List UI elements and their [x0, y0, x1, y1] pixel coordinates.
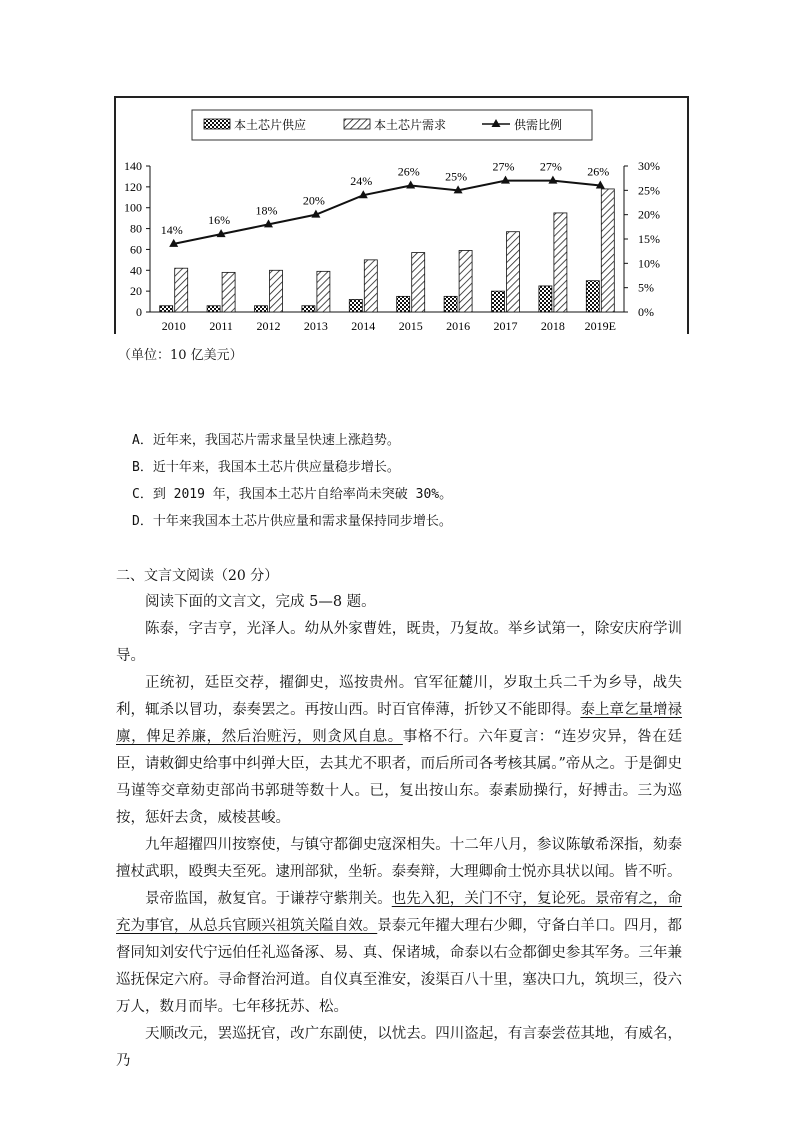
x-tick-label: 2018 [540, 319, 565, 333]
ratio-data-label: 26% [587, 164, 610, 179]
passage-paragraph [116, 616, 682, 670]
chart-figure [114, 96, 690, 336]
passage-text: 陈泰，字吉亨，光泽人。幼从外家曹姓，既贵，乃复故。举乡试第一，除安庆府学训导。 [116, 621, 682, 664]
y-left-tick-label: 60 [130, 242, 142, 257]
passage-paragraph [116, 670, 682, 832]
passage-text: 事格不行。六年夏言：“连岁灾异，咎在廷臣，请敕御史给事中纠弹大臣，去其尤不职者，而后所司各考核其属。”帝从之。于是御史马谨等交章劾吏部尚书郭琎等数十人。已，复出按山东。泰素励操行，好搏击。三为巡按，惩奸去贪，威棱甚峻。 [116, 729, 682, 826]
bar-supply [302, 306, 315, 312]
bar-supply [539, 286, 552, 312]
y-right-tick-label: 30% [638, 159, 660, 173]
y-left-tick-label: 20 [130, 284, 142, 299]
passage-paragraph [116, 832, 682, 886]
option-c: C．到 2019 年，我国本土芯片自给率尚未突破 30%。 [132, 487, 453, 502]
bar-demand [175, 268, 188, 312]
passage-text: 阅读下面的文言文，完成 5—8 题。 [145, 594, 376, 610]
ratio-data-label: 27% [539, 159, 562, 174]
passage-paragraph [116, 1021, 682, 1075]
ratio-data-label: 18% [255, 203, 278, 218]
bar-demand [507, 232, 520, 312]
x-tick-label: 2017 [493, 319, 518, 333]
ratio-data-label: 25% [445, 169, 468, 184]
ratio-point [406, 180, 415, 188]
section-title: 二、文言文阅读（20 分） [116, 568, 279, 584]
bar-demand [601, 189, 614, 312]
x-tick-label: 2011 [209, 319, 233, 333]
option-a: A．近年来，我国芯片需求量呈快速上涨趋势。 [132, 433, 400, 448]
y-right-tick-label: 5% [638, 280, 654, 295]
passage-text: 正统初，廷臣交荐，擢御史，巡按贵州。官军征麓川，岁取土兵二千为乡导，战失利，辄杀以冒功，泰奏罢之。再按山西。时百官俸薄，折钞又不能即得。 [116, 675, 682, 718]
ratio-data-label: 26% [397, 164, 420, 179]
option-d: D．十年来我国本土芯片供应量和需求量保持同步增长。 [132, 514, 452, 529]
bar-supply [349, 299, 362, 312]
y-left-tick-label: 140 [124, 159, 142, 173]
legend-swatch-supply [204, 119, 230, 129]
unit-note: （单位：10 亿美元） [118, 348, 243, 363]
legend-label-ratio: 供需比例 [514, 118, 563, 132]
bar-demand [222, 272, 235, 312]
legend-label-supply: 本土芯片供应 [234, 118, 307, 132]
y-left-tick-label: 80 [130, 221, 142, 236]
bar-supply [207, 306, 220, 312]
bar-supply [160, 306, 173, 312]
passage-text: 天顺改元，罢巡抚官，改广东副使，以忧去。四川盗起，有言泰尝莅其地，有威名，乃 [116, 1026, 682, 1069]
x-tick-label: 2019E [584, 319, 616, 333]
ratio-data-label: 14% [160, 222, 183, 237]
passage-paragraph [116, 886, 682, 1021]
bar-demand [317, 271, 330, 312]
y-right-tick-label: 15% [638, 232, 660, 246]
y-right-tick-label: 25% [638, 183, 660, 198]
passage [116, 589, 682, 1075]
x-tick-label: 2010 [161, 319, 186, 333]
bar-demand [364, 260, 377, 312]
passage-paragraph [116, 589, 682, 616]
bar-demand [554, 213, 567, 312]
x-tick-label: 2016 [446, 319, 471, 333]
y-left-tick-label: 100 [124, 200, 142, 215]
passage-text: 景帝监国，赦复官。于谦荐守紫荆关。 [145, 891, 392, 907]
underlined-sentence: 泰上章乞量增禄廪，俾足养廉，然后治赃污，则贪风自息。 [116, 702, 683, 745]
passage-text: 九年超擢四川按察使，与镇守都御史寇深相失。十二年八月，参议陈敏希深指，劾泰擅杖武职，殴舆夫至死。逮刑部狱，坐斩。泰奏辩，大理卿俞士悦亦具状以闻。皆不听。 [116, 837, 682, 880]
bar-demand [459, 250, 472, 312]
option-b: B．近十年来，我国本土芯片供应量稳步增长。 [132, 460, 400, 475]
legend-swatch-demand [344, 119, 370, 129]
underlined-sentence: 也先入犯，关门不守，复论死。景帝宥之，命充为事官，从总兵官顾兴祖筑关隘自效。 [116, 891, 683, 934]
ratio-data-label: 20% [302, 193, 325, 208]
y-left-tick-label: 40 [130, 263, 142, 278]
y-left-tick-label: 0 [136, 305, 142, 319]
bar-supply [397, 296, 410, 312]
x-tick-label: 2015 [398, 319, 423, 333]
bar-supply [255, 306, 268, 312]
bar-supply [444, 296, 457, 312]
ratio-data-label: 16% [208, 213, 231, 228]
y-left-tick-label: 120 [124, 179, 142, 194]
ratio-line [174, 181, 601, 244]
ratio-data-label: 24% [350, 174, 373, 189]
supply-demand-chart [114, 96, 690, 336]
passage-text: 景泰元年擢大理右少卿，守备白羊口。四月，都督同知刘安代宁远伯任礼巡备涿、易、真、保诸城，命泰以右佥都御史参其军务。三年兼巡抚保定六府。寻命督治河道。自仪真至淮安，浚渠百八十里，塞决口九，筑坝三，役六万人，数月而毕。七年移抚苏、松。 [116, 918, 683, 1015]
legend-label-demand: 本土芯片需求 [374, 118, 447, 132]
x-tick-label: 2013 [303, 319, 328, 333]
bar-supply [492, 291, 505, 312]
bar-supply [586, 281, 599, 312]
y-right-tick-label: 10% [638, 256, 660, 271]
y-right-tick-label: 20% [638, 207, 660, 222]
bar-demand [412, 253, 425, 312]
ratio-data-label: 27% [492, 159, 515, 174]
x-tick-label: 2012 [256, 319, 281, 333]
bar-demand [270, 270, 283, 312]
x-tick-label: 2014 [351, 319, 376, 333]
y-right-tick-label: 0% [638, 305, 654, 319]
